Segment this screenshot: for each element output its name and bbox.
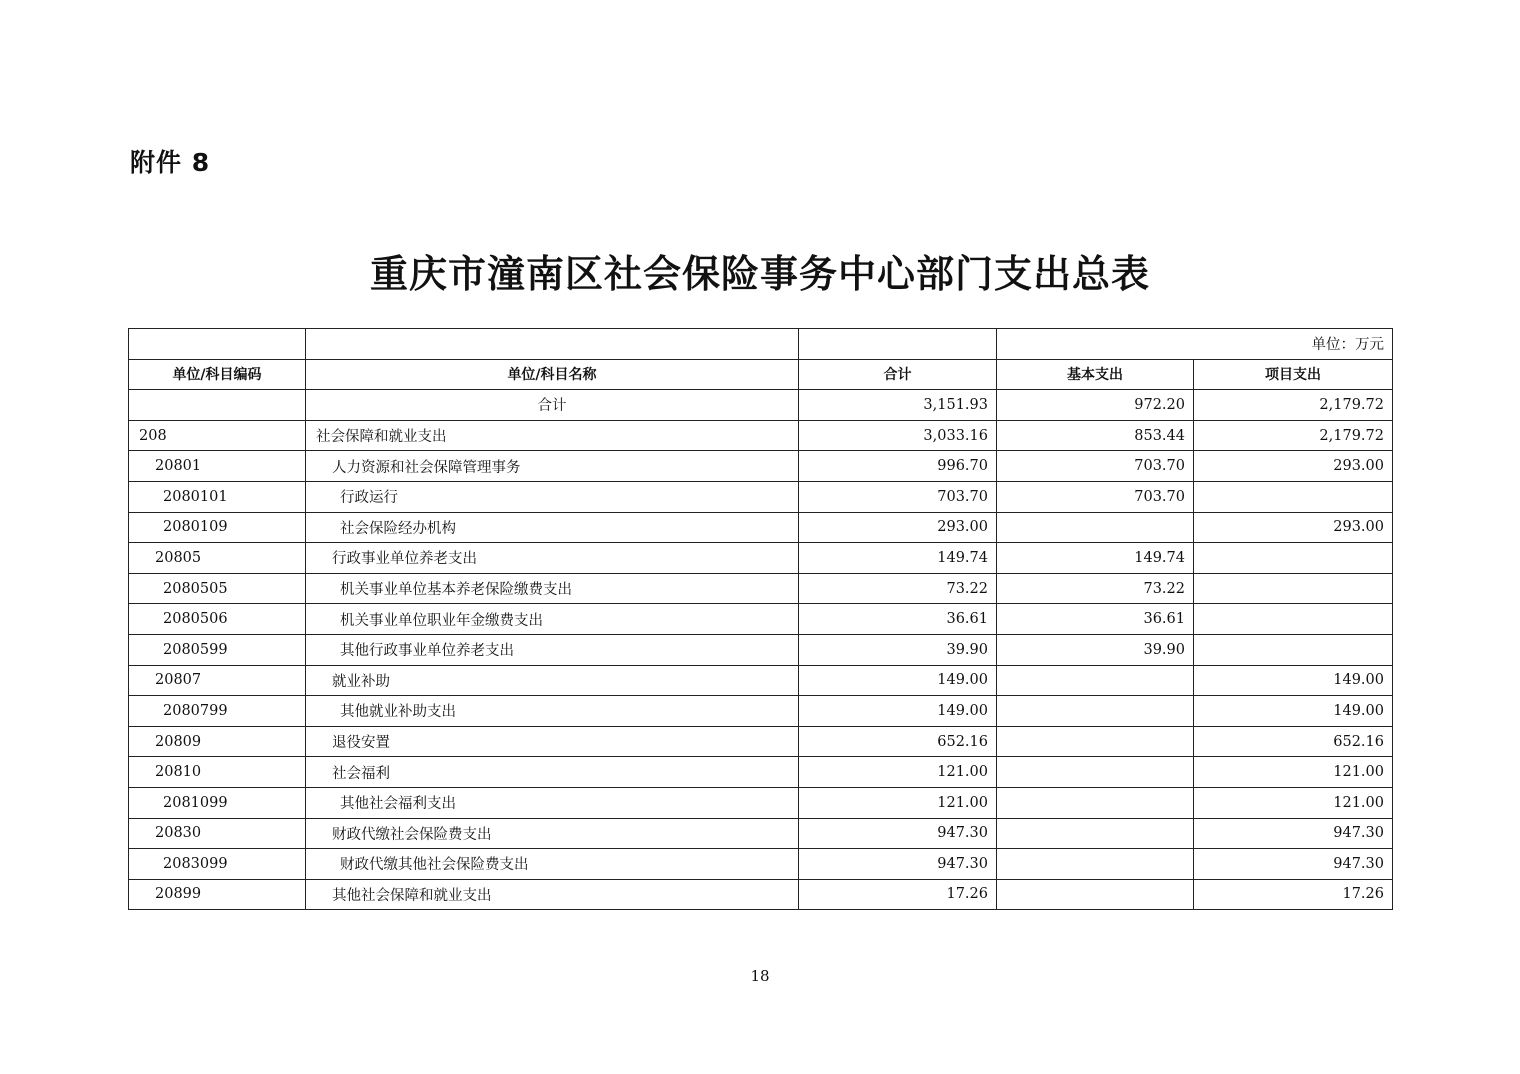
row-basic: 853.44 (997, 420, 1194, 451)
row-code: 2083099 (129, 849, 306, 880)
row-code: 20807 (129, 665, 306, 696)
row-basic: 73.22 (997, 573, 1194, 604)
row-name: 其他就业补助支出 (306, 696, 799, 727)
table-row (129, 420, 1393, 451)
unit-row (129, 329, 1393, 360)
empty-cell (306, 329, 799, 360)
row-project: 121.00 (1194, 757, 1393, 788)
row-total: 947.30 (799, 818, 997, 849)
table-row (129, 787, 1393, 818)
row-code: 20809 (129, 726, 306, 757)
table-row (129, 573, 1393, 604)
table-row (129, 726, 1393, 757)
row-project (1194, 604, 1393, 635)
row-project (1194, 634, 1393, 665)
row-code: 208 (129, 420, 306, 451)
row-code: 20830 (129, 818, 306, 849)
row-total: 149.00 (799, 696, 997, 727)
row-total: 149.74 (799, 543, 997, 574)
row-project: 652.16 (1194, 726, 1393, 757)
table-row (129, 390, 1393, 421)
row-project: 293.00 (1194, 451, 1393, 482)
table-row (129, 451, 1393, 482)
row-total: 36.61 (799, 604, 997, 635)
row-name: 就业补助 (306, 665, 799, 696)
row-basic (997, 818, 1194, 849)
row-total: 39.90 (799, 634, 997, 665)
row-code: 2080101 (129, 481, 306, 512)
page-title: 重庆市潼南区社会保险事务中心部门支出总表 (369, 251, 1150, 296)
header-name: 单位/科目名称 (306, 359, 799, 390)
row-project: 17.26 (1194, 879, 1393, 910)
row-code: 2080799 (129, 696, 306, 727)
row-name: 机关事业单位职业年金缴费支出 (306, 604, 799, 635)
row-project (1194, 543, 1393, 574)
row-total: 3,151.93 (799, 390, 997, 421)
row-basic (997, 726, 1194, 757)
table-row (129, 696, 1393, 727)
row-total: 652.16 (799, 726, 997, 757)
row-basic (997, 787, 1194, 818)
header-basic: 基本支出 (997, 359, 1194, 390)
row-code: 2080506 (129, 604, 306, 635)
row-total: 293.00 (799, 512, 997, 543)
row-code (129, 390, 306, 421)
row-basic: 149.74 (997, 543, 1194, 574)
row-name: 社会福利 (306, 757, 799, 788)
row-name: 行政运行 (306, 481, 799, 512)
table-row (129, 512, 1393, 543)
table-row (129, 634, 1393, 665)
attachment-label: 附件 8 (130, 148, 211, 177)
row-basic: 36.61 (997, 604, 1194, 635)
row-total: 703.70 (799, 481, 997, 512)
row-total: 947.30 (799, 849, 997, 880)
row-total: 121.00 (799, 787, 997, 818)
row-basic: 39.90 (997, 634, 1194, 665)
unit-label: 单位：万元 (997, 329, 1393, 360)
row-basic (997, 757, 1194, 788)
row-basic (997, 512, 1194, 543)
header-row (129, 359, 1393, 390)
row-code: 2080599 (129, 634, 306, 665)
row-basic (997, 849, 1194, 880)
row-name: 社会保障和就业支出 (306, 420, 799, 451)
row-name: 其他社会福利支出 (306, 787, 799, 818)
row-project: 149.00 (1194, 665, 1393, 696)
row-project (1194, 481, 1393, 512)
row-total: 121.00 (799, 757, 997, 788)
row-basic (997, 665, 1194, 696)
table-row (129, 879, 1393, 910)
row-code: 20805 (129, 543, 306, 574)
row-total: 996.70 (799, 451, 997, 482)
row-name: 人力资源和社会保障管理事务 (306, 451, 799, 482)
row-project: 2,179.72 (1194, 390, 1393, 421)
row-project: 121.00 (1194, 787, 1393, 818)
table-row (129, 481, 1393, 512)
expenditure-table (128, 328, 1393, 910)
row-basic: 703.70 (997, 481, 1194, 512)
row-project: 293.00 (1194, 512, 1393, 543)
row-project: 2,179.72 (1194, 420, 1393, 451)
row-code: 2080109 (129, 512, 306, 543)
empty-cell (799, 329, 997, 360)
page-number: 18 (750, 967, 770, 985)
row-code: 20810 (129, 757, 306, 788)
table-row (129, 849, 1393, 880)
table-row (129, 757, 1393, 788)
row-basic (997, 879, 1194, 910)
row-name: 行政事业单位养老支出 (306, 543, 799, 574)
row-name: 财政代缴社会保险费支出 (306, 818, 799, 849)
table-row (129, 543, 1393, 574)
row-project: 947.30 (1194, 818, 1393, 849)
row-code: 20801 (129, 451, 306, 482)
table-row (129, 818, 1393, 849)
header-code: 单位/科目编码 (129, 359, 306, 390)
row-code: 2080505 (129, 573, 306, 604)
table-row (129, 665, 1393, 696)
row-name: 合计 (306, 390, 799, 421)
row-project: 947.30 (1194, 849, 1393, 880)
row-basic: 703.70 (997, 451, 1194, 482)
row-total: 3,033.16 (799, 420, 997, 451)
row-name: 财政代缴其他社会保险费支出 (306, 849, 799, 880)
row-name: 其他社会保障和就业支出 (306, 879, 799, 910)
row-code: 2081099 (129, 787, 306, 818)
row-total: 17.26 (799, 879, 997, 910)
row-total: 73.22 (799, 573, 997, 604)
header-total: 合计 (799, 359, 997, 390)
row-name: 退役安置 (306, 726, 799, 757)
row-name: 其他行政事业单位养老支出 (306, 634, 799, 665)
row-code: 20899 (129, 879, 306, 910)
empty-cell (129, 329, 306, 360)
row-name: 机关事业单位基本养老保险缴费支出 (306, 573, 799, 604)
row-total: 149.00 (799, 665, 997, 696)
row-basic (997, 696, 1194, 727)
row-name: 社会保险经办机构 (306, 512, 799, 543)
row-project: 149.00 (1194, 696, 1393, 727)
row-project (1194, 573, 1393, 604)
table-body (129, 329, 1393, 910)
table-row (129, 604, 1393, 635)
row-basic: 972.20 (997, 390, 1194, 421)
header-project: 项目支出 (1194, 359, 1393, 390)
